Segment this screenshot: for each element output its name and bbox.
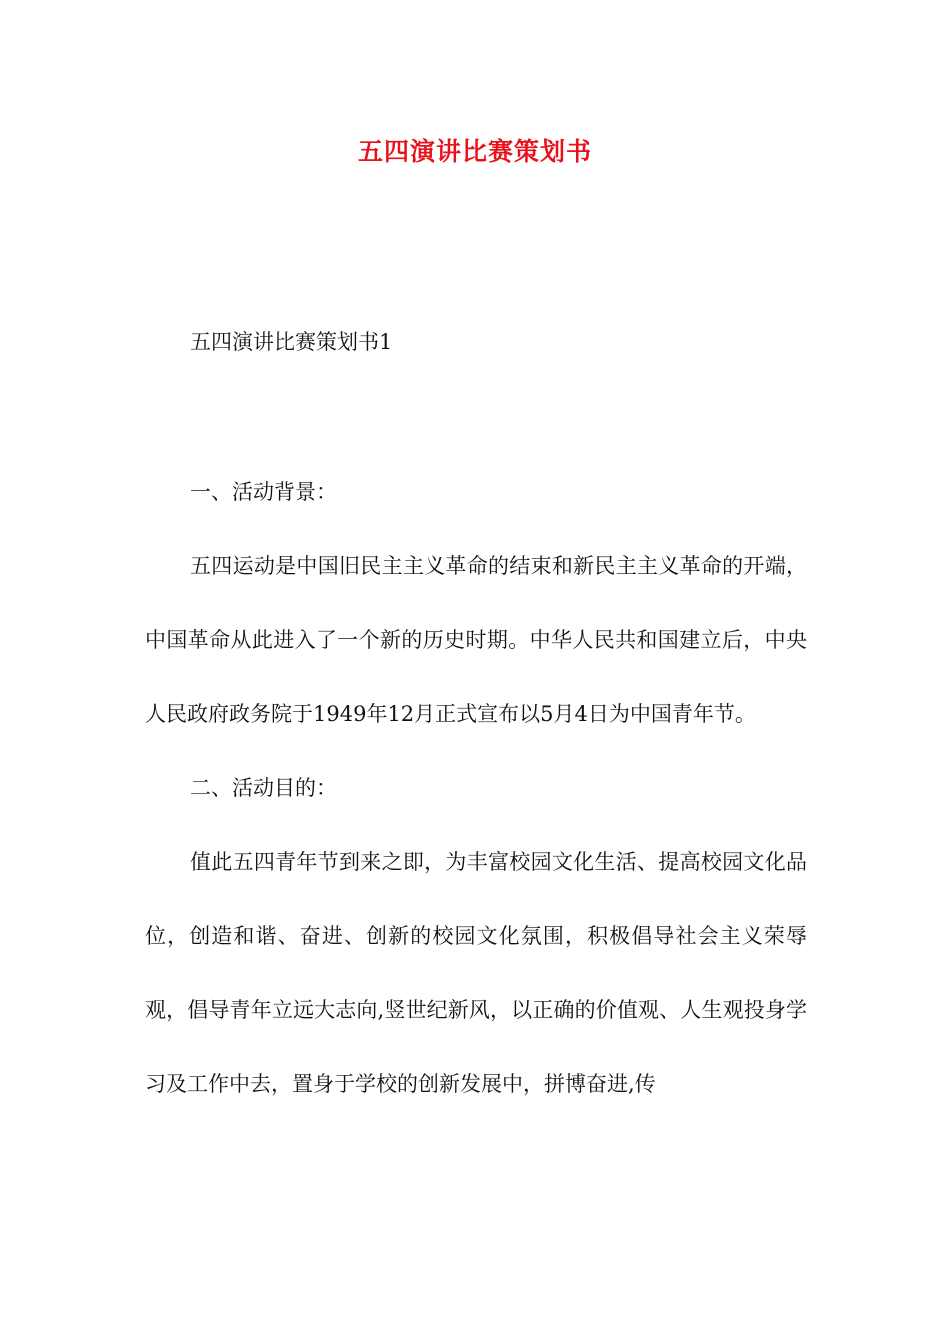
document-body <box>145 455 807 1121</box>
document-title: 五四演讲比赛策划书 <box>357 137 592 166</box>
paragraph-purpose: 值此五四青年节到来之即，为丰富校园文化生活、提高校园文化品位，创造和谐、奋进、创新的校园文化氛围，积极倡导社会主义荣辱观，倡导青年立远大志向,竖世纪新风，以正确的价值观、人生观投身学习及工作中去，置身于学校的创新发展中，拼博奋进,传 <box>145 850 807 1096</box>
paragraph-background: 五四运动是中国旧民主主义革命的结束和新民主主义革命的开端，中国革命从此进入了一个新的历史时期。中华人民共和国建立后，中央人民政府政务院于1949年12月正式宣布以5月4日为中国青年节。 <box>145 554 807 726</box>
document-subtitle: 五四演讲比赛策划书1 <box>190 330 393 354</box>
section-heading-purpose: 二、活动目的： <box>190 776 337 800</box>
section-heading-background: 一、活动背景： <box>190 480 337 504</box>
